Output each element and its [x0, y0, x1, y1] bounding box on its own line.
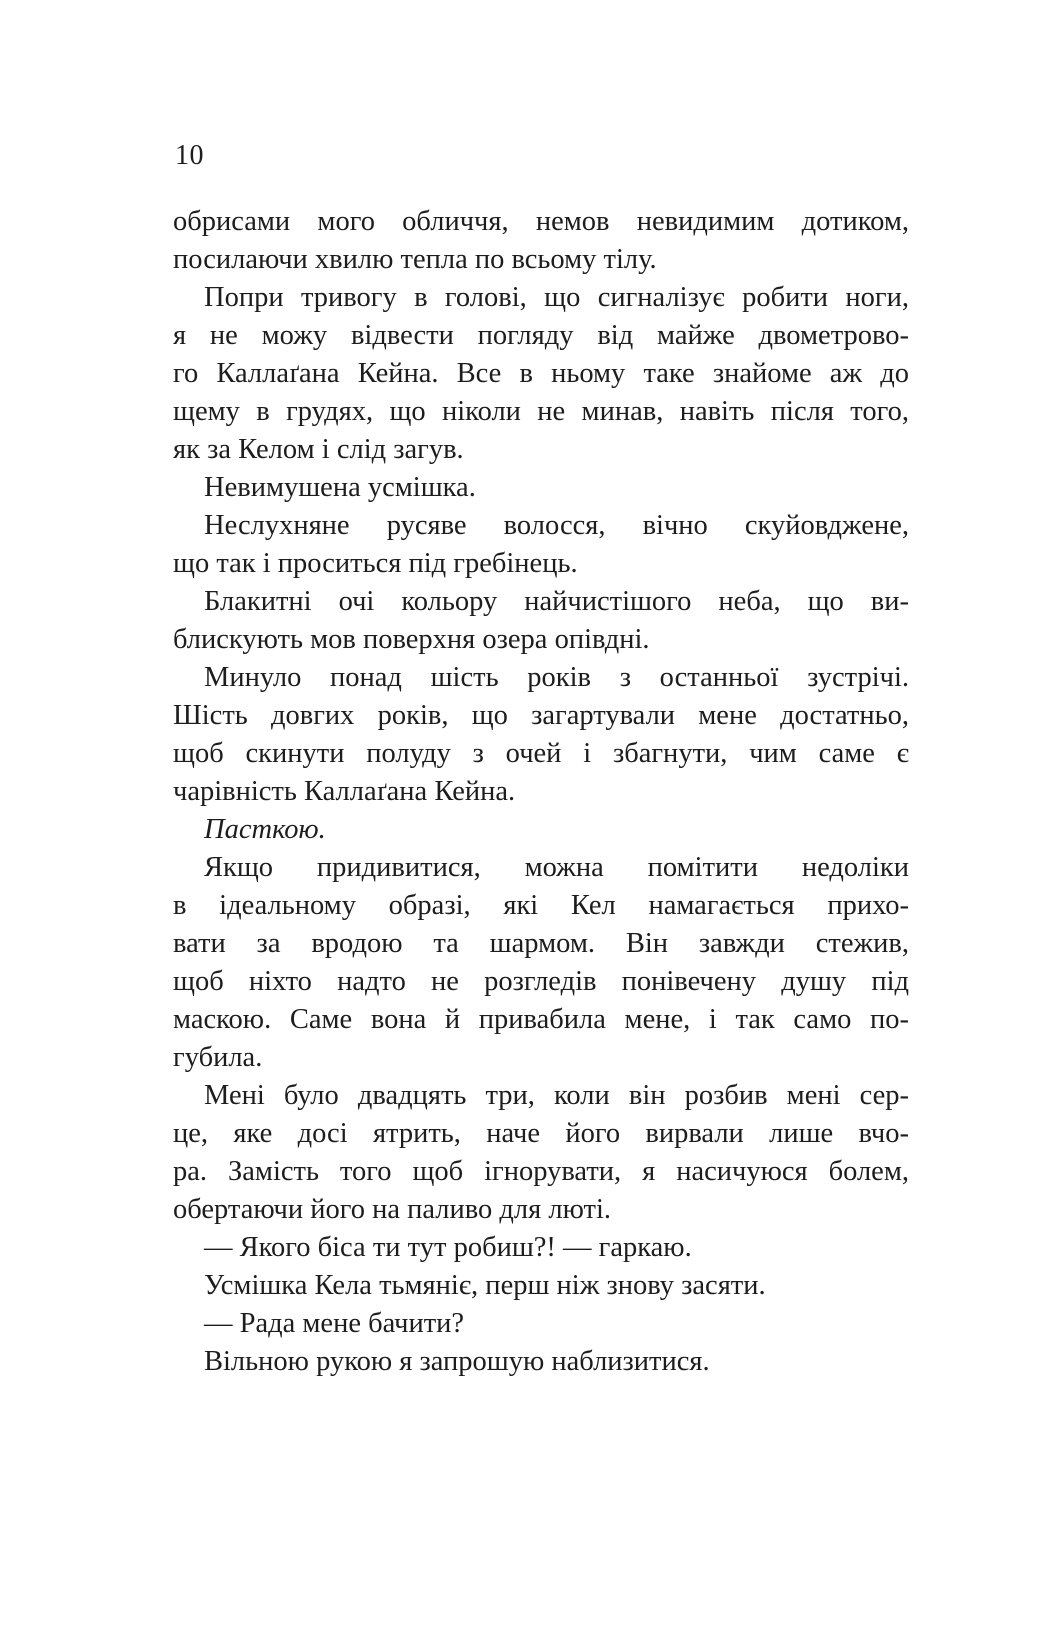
text-line: губила.: [173, 1042, 263, 1073]
text-line: щоб ніхто надто не розгледів понівечену душу під: [173, 966, 909, 997]
text-line: Пасткою.: [204, 814, 326, 845]
page-number: 10: [175, 140, 204, 171]
text-line: як за Келом і слід загув.: [173, 434, 464, 465]
text-line: щоб скинути полуду з очей і збагнути, чим саме є: [173, 738, 909, 769]
text-line: щему в грудях, що ніколи не минав, навіть після того,: [173, 396, 909, 427]
text-line: чарівність Каллаґана Кейна.: [173, 776, 516, 807]
text-line: що так і проситься під гребінець.: [173, 548, 578, 579]
text-line: ра. Замість того щоб ігнорувати, я насичуюся болем,: [173, 1156, 909, 1187]
text-line: Усмішка Кела тьмяніє, перш ніж знову засяти.: [204, 1270, 766, 1301]
text-line: Неслухняне русяве волосся, вічно скуйовджене,: [204, 510, 909, 541]
text-line: го Каллаґана Кейна. Все в ньому таке знайоме аж до: [173, 358, 909, 389]
text-line: це, яке досі ятрить, наче його вирвали лише вчо-: [173, 1118, 909, 1149]
text-line: — Рада мене бачити?: [204, 1308, 465, 1339]
text-line: Попри тривогу в голові, що сигналізує робити ноги,: [204, 282, 909, 313]
text-line: обрисами мого обличчя, немов невидимим дотиком,: [173, 206, 909, 237]
text-line: в ідеальному образі, які Кел намагається прихо-: [173, 890, 909, 921]
text-line: Мені було двадцять три, коли він розбив мені сер-: [204, 1080, 909, 1111]
text-line: обертаючи його на паливо для люті.: [173, 1194, 612, 1225]
text-line: Якщо придивитися, можна помітити недоліки: [204, 852, 909, 883]
text-line: — Якого біса ти тут робиш?! — гаркаю.: [204, 1232, 692, 1263]
text-line: вати за вродою та шармом. Він завжди стежив,: [173, 928, 909, 959]
text-line: Шість довгих років, що загартували мене достатньо,: [173, 700, 909, 731]
body-text: [173, 203, 909, 1381]
text-line: посилаючи хвилю тепла по всьому тілу.: [173, 244, 657, 275]
text-line: Блакитні очі кольору найчистішого неба, що ви-: [204, 586, 909, 617]
text-line: Вільною рукою я запрошую наблизитися.: [204, 1346, 710, 1377]
text-line: Минуло понад шість років з останньої зустрічі.: [204, 662, 909, 693]
text-line: маскою. Саме вона й привабила мене, і так само по-: [173, 1004, 909, 1035]
text-line: я не можу відвести погляду від майже двометрово-: [173, 320, 909, 351]
text-line: Невимушена усмішка.: [204, 472, 476, 503]
text-line: блискують мов поверхня озера опівдні.: [173, 624, 650, 655]
